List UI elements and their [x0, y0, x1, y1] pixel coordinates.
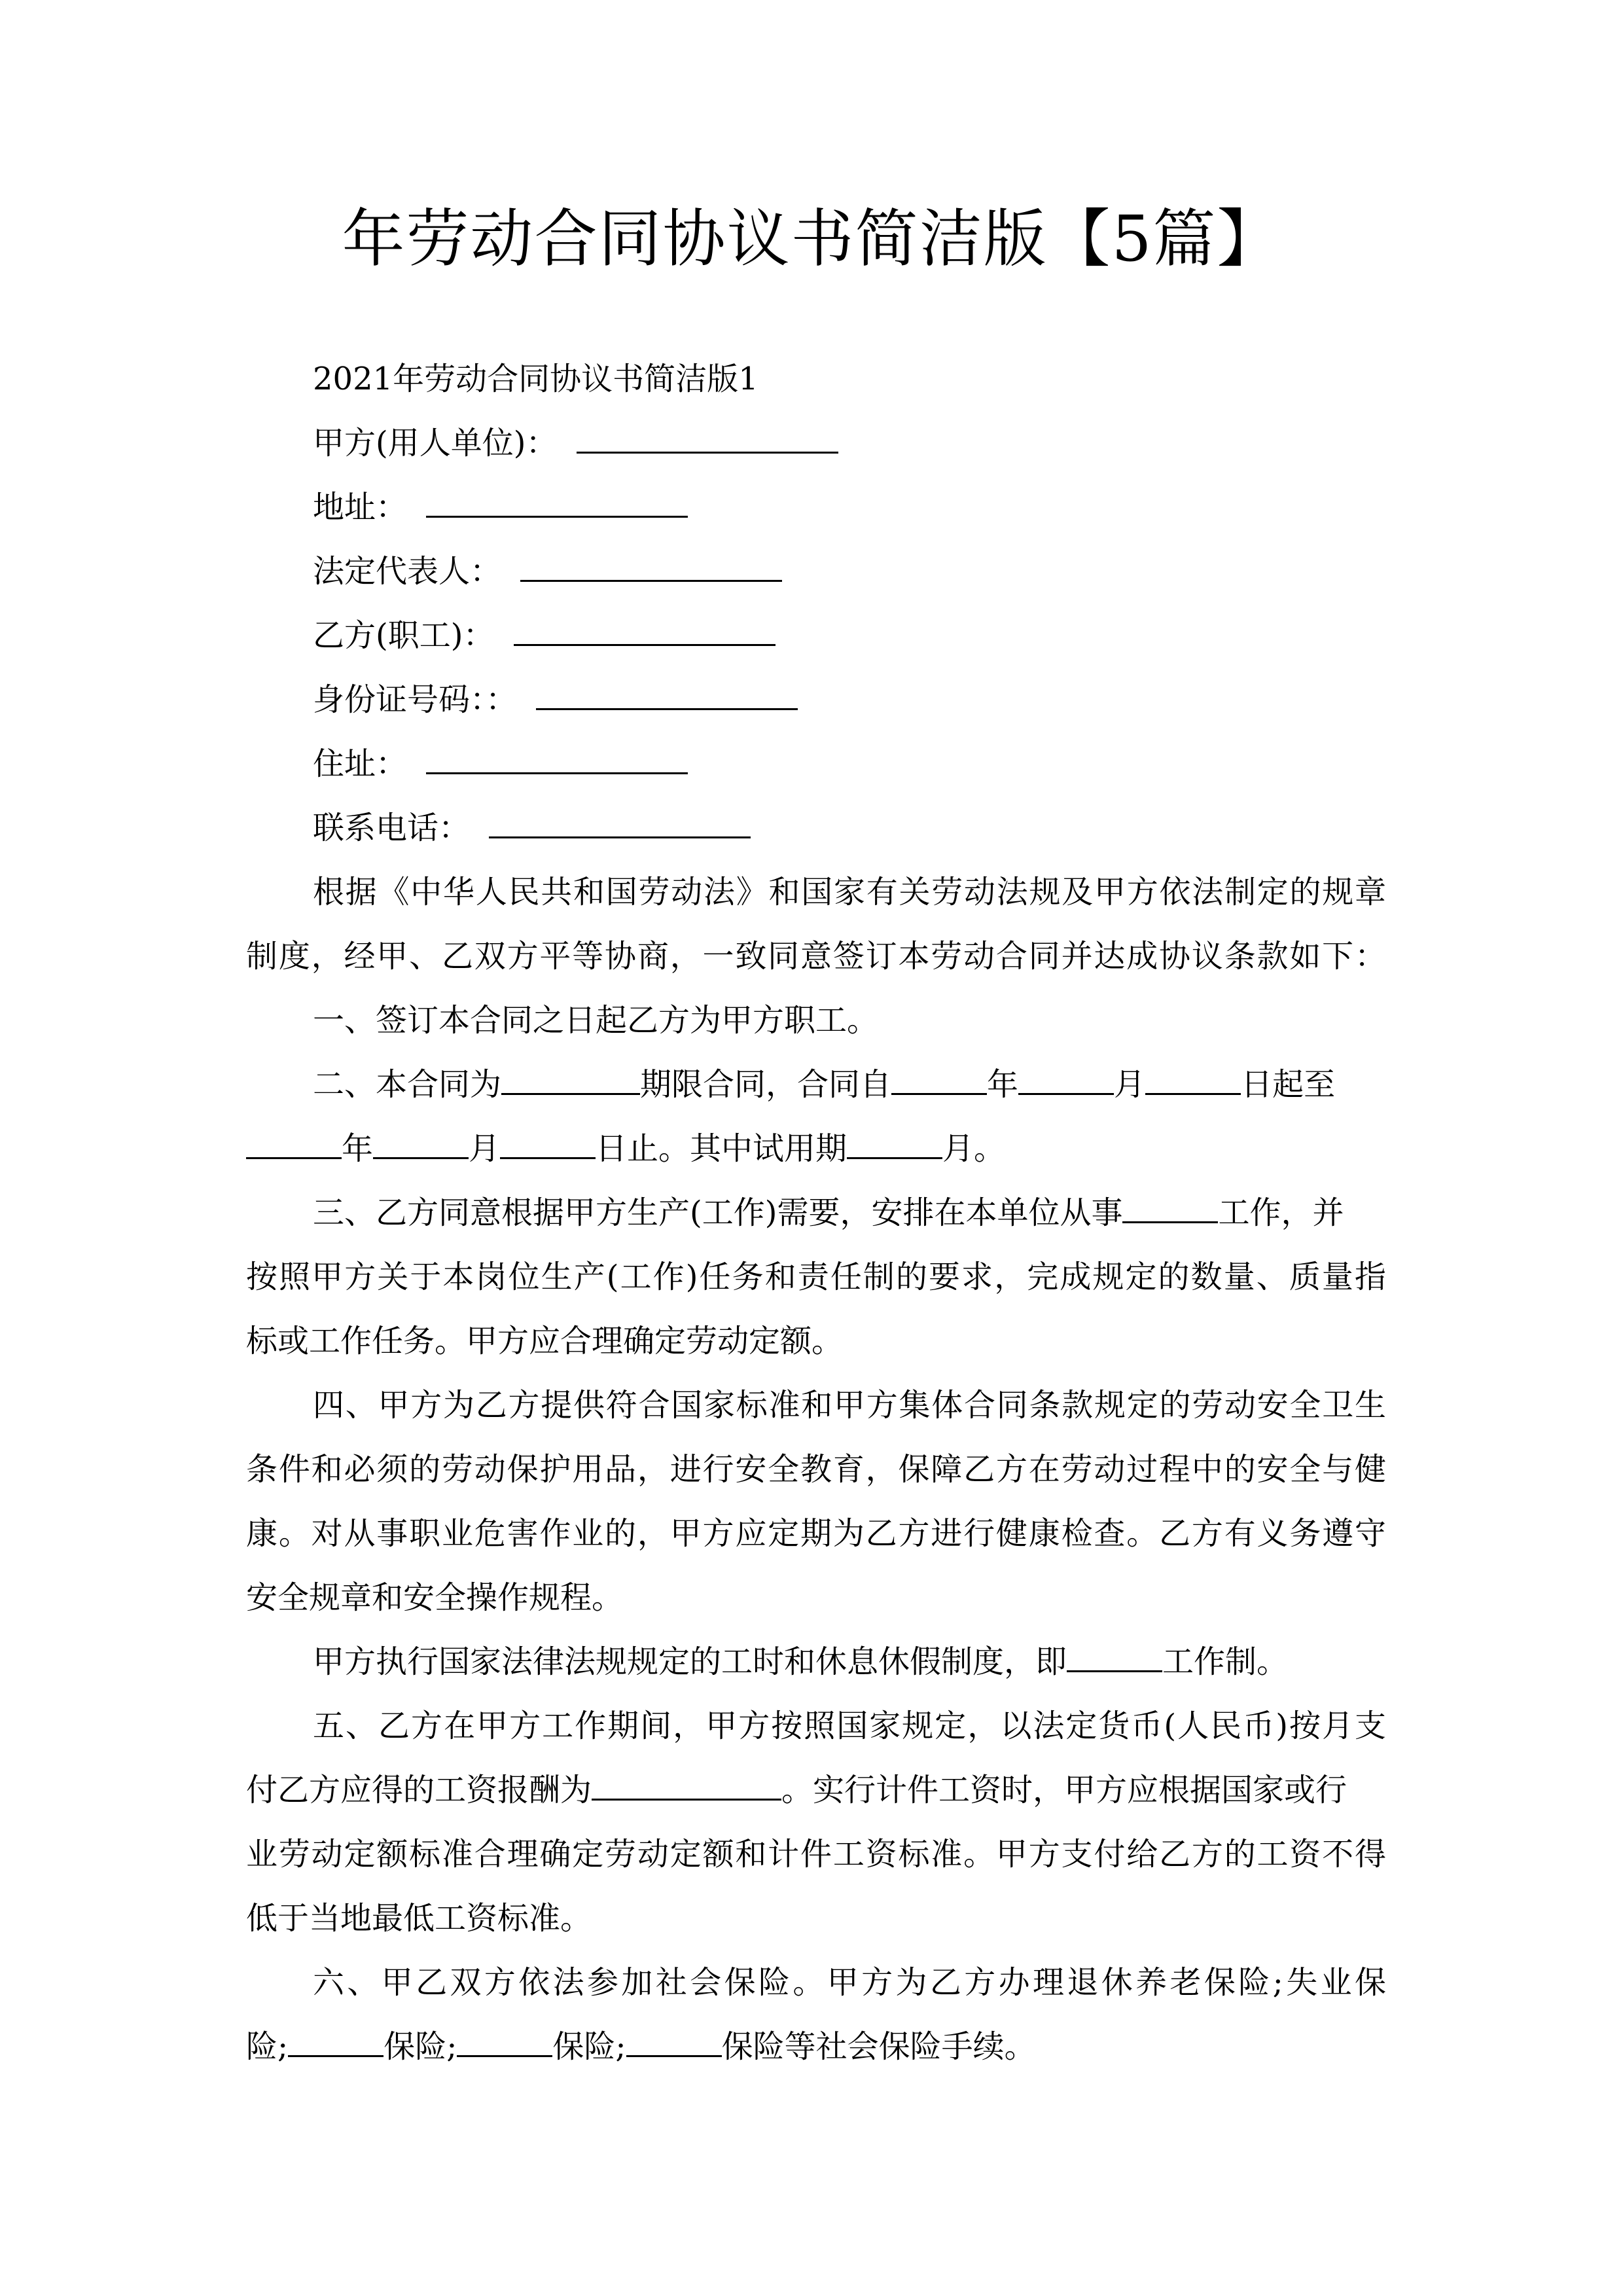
clause-3-line-1	[246, 1181, 1386, 1245]
field-blank[interactable]	[489, 810, 751, 838]
clause-text: 年	[987, 1066, 1019, 1103]
clause-text: 保险等社会保险手续。	[721, 2028, 1036, 2065]
work-hours-line	[246, 1630, 1386, 1694]
clause-5-line-3: 业劳动定额标准合理确定劳动定额和计件工资标准。甲方支付给乙方的工资不得	[246, 1836, 1386, 1873]
clause-4-line-4: 安全规章和安全操作规程。	[246, 1579, 624, 1616]
probation-blank[interactable]	[847, 1131, 942, 1159]
field-label: 联系电话：	[313, 810, 471, 846]
clause-text: 期限合同，合同自	[640, 1066, 892, 1103]
clause-3-line-3: 标或工作任务。甲方应合理确定劳动定额。	[246, 1323, 844, 1359]
clause-5-line-4: 低于当地最低工资标准。	[246, 1900, 592, 1937]
clause-text: 工作，并	[1218, 1194, 1344, 1231]
clause-6-line-1: 六、甲乙双方依法参加社会保险。甲方为乙方办理退休养老保险;失业保	[313, 1964, 1386, 2001]
field-blank[interactable]	[536, 682, 798, 710]
clause-1: 一、签订本合同之日起乙方为甲方职工。	[313, 1002, 879, 1039]
end-day-blank[interactable]	[500, 1131, 596, 1159]
clause-3-line-2: 按照甲方关于本岗位生产(工作)任务和责任制的要求，完成规定的数量、质量指	[246, 1259, 1386, 1295]
document-title: 年劳动合同协议书简洁版【5篇】	[342, 202, 1281, 276]
clause-4-line-1: 四、甲方为乙方提供符合国家标准和甲方集体合同条款规定的劳动安全卫生	[313, 1387, 1386, 1424]
field-label: 甲方(用人单位)：	[313, 425, 558, 461]
contract-term-blank[interactable]	[501, 1067, 640, 1095]
clause-text: 二、本合同为	[313, 1066, 502, 1103]
field-party-a	[246, 411, 1386, 475]
salary-blank[interactable]	[592, 1772, 781, 1801]
field-label: 法定代表人：	[313, 553, 502, 590]
intro-line-2: 制度，经甲、乙双方平等协商，一致同意签订本劳动合同并达成协议条款如下：	[246, 938, 1386, 975]
start-month-blank[interactable]	[1018, 1067, 1114, 1095]
field-blank[interactable]	[514, 618, 776, 646]
field-legal-rep	[246, 539, 1386, 603]
field-blank[interactable]	[426, 746, 688, 774]
clause-text: 。实行计件工资时，甲方应根据国家或行	[781, 1772, 1347, 1808]
end-year-blank[interactable]	[246, 1131, 342, 1159]
clause-4-line-3: 康。对从事职业危害作业的，甲方应定期为乙方进行健康检查。乙方有义务遵守	[246, 1515, 1386, 1552]
clause-text: 工作制。	[1162, 1643, 1289, 1680]
field-phone	[246, 796, 1386, 860]
field-party-b	[246, 603, 1386, 668]
field-id-number	[246, 668, 1386, 732]
field-label: 地址：	[313, 489, 408, 526]
clause-text: 三、乙方同意根据甲方生产(工作)需要，安排在本单位从事	[313, 1194, 1123, 1231]
start-day-blank[interactable]	[1145, 1067, 1241, 1095]
clause-2-line-2	[246, 1117, 1386, 1181]
clause-6-line-2	[246, 2015, 1386, 2079]
clause-4-line-2: 条件和必须的劳动保护用品，进行安全教育，保障乙方在劳动过程中的安全与健	[246, 1451, 1386, 1488]
insurance-type-3-blank[interactable]	[626, 2029, 722, 2057]
intro-line-1: 根据《中华人民共和国劳动法》和国家有关劳动法规及甲方依法制定的规章	[313, 874, 1386, 910]
clause-text: 险;	[246, 2028, 289, 2065]
clause-2-line-1	[246, 1052, 1386, 1117]
field-address	[246, 475, 1386, 539]
clause-text: 月	[469, 1130, 501, 1167]
clause-5-line-1: 五、乙方在甲方工作期间，甲方按照国家规定，以法定货币(人民币)按月支	[313, 1708, 1386, 1744]
field-residence	[246, 732, 1386, 796]
clause-text: 年	[342, 1130, 374, 1167]
clause-text: 月。	[942, 1130, 1006, 1167]
clause-text: 付乙方应得的工资报酬为	[246, 1772, 592, 1808]
clause-text: 甲方执行国家法律法规规定的工时和休息休假制度，即	[313, 1643, 1067, 1680]
field-blank[interactable]	[520, 554, 782, 582]
field-label: 住址：	[313, 745, 408, 782]
job-type-blank[interactable]	[1122, 1195, 1218, 1223]
section-heading: 2021年劳动合同协议书简洁版1	[313, 361, 758, 397]
insurance-type-1-blank[interactable]	[288, 2029, 383, 2057]
field-label: 乙方(职工)：	[313, 617, 495, 654]
document-body	[246, 347, 1386, 2079]
work-system-blank[interactable]	[1067, 1644, 1162, 1672]
field-blank[interactable]	[577, 425, 838, 454]
clause-text: 保险;	[552, 2028, 626, 2065]
field-label: 身份证号码：：	[313, 681, 518, 718]
clause-text: 月	[1114, 1066, 1146, 1103]
clause-text: 日起至	[1241, 1066, 1336, 1103]
clause-text: 保险;	[383, 2028, 457, 2065]
start-year-blank[interactable]	[891, 1067, 987, 1095]
field-blank[interactable]	[426, 490, 688, 518]
clause-5-line-2	[246, 1758, 1386, 1822]
insurance-type-2-blank[interactable]	[457, 2029, 552, 2057]
end-month-blank[interactable]	[373, 1131, 469, 1159]
clause-text: 日止。其中试用期	[596, 1130, 847, 1167]
